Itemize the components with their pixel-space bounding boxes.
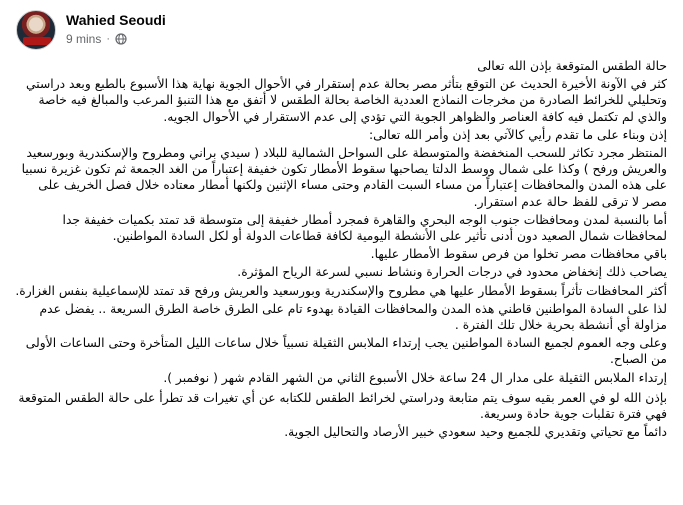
post-paragraph: إرتداء الملابس الثقيلة على مدار ال 24 ساعة خلال الأسبوع الثاني من الشهر القادم شهر ( نوفمبر ). [163,370,667,385]
post-paragraph: أما بالنسبة لمدن ومحافظات جنوب الوجه البحري والقاهرة فمجرد أمطار خفيفة إلى متوسطة قد تمتد بكميات خفيفة جدا لمحافظات شمال الصعيد دون أدنى تأثير على الأنشطة اليومية لكافة قطاعات الدولة أو لكل السادة المواطنين. [62,212,667,244]
author-avatar[interactable] [16,10,56,50]
post-meta [66,32,127,46]
post-paragraph: باقي محافظات مصر تخلوا من فرص سقوط الأمطار عليها. [370,247,667,262]
avatar-badge [23,37,51,45]
post-paragraph: دائماً مع تحياتي وتقديري للجميع وحيد سعودي خبير الأرصاد والتحاليل الجوية. [284,425,667,440]
post-paragraph: وعلى وجه العموم لجميع السادة المواطنين يجب إرتداء الملابس الثقيلة نسبياً خلال ساعات الليل المتأخرة وحتى الساعات الأولى من الصباح. [25,336,667,367]
post-paragraph: المنتظر مجرد تكاثر للسحب المنخفضة والمتوسطة على السواحل الشمالية للبلاد ( سيدي براني ومطروح والإسكندرية وبورسعيد والعريش ورفح ) وكذا على شمال ووسط الدلتا يصاحبها سقوط الأمطار تكون خفيفة إعتباراً من الغد الجمعة ثم تكون غزيرة نسبيا على هذه المدن والمحافظات إعتباراً من مساء السبت القادم وحتى مساء الإثنين ولكنها أمطار معتاده خلال فصل الخريف على مصر لا ترقى للفظ حالة عدم استقرار. [21,146,667,209]
post-body [14,58,667,442]
meta-separator: · [106,33,111,45]
post-paragraph: أكثر المحافظات تأثراً بسقوط الأمطار عليها هي مطروح والإسكندرية وبورسعيد والعريش ورفح قد تمتد للإسماعيلية بنفس الغزارة. [15,283,667,298]
author-name[interactable]: Wahied Seoudi [66,12,166,28]
post-paragraph: حالة الطقس المتوقعة بإذن الله تعالى [477,59,667,73]
globe-icon[interactable] [115,33,127,45]
post-header [16,10,667,50]
post-paragraph: بإذن الله لو في العمر بقيه سوف يتم متابعة ودراستي لخرائط الطقس للكتابه عن أي تغيرات قد تطرأ على حالة الطقس المتوقعة فهي فترة تقلبات جوية حادة وسريعة. [18,390,667,422]
post-timestamp[interactable]: 9 mins [66,32,102,46]
post-paragraph: إذن وبناء على ما تقدم رأيي كالآتي بعد إذن وأمر الله تعالى: [368,127,667,142]
post-paragraph: يصاحب ذلك إنخفاض محدود في درجات الحرارة ونشاط نسبي لسرعة الرياح المؤثرة. [237,265,667,280]
post-paragraph: لذا على السادة المواطنين قاطني هذه المدن والمحافظات القيادة بهدوء تام على الطرق خاصة الطرق السريعة .. يفضل عدم مزاولة أي أنشطة بحرية خلال تلك الفترة . [39,301,667,333]
post-paragraph: كثر في الآونة الأخيرة الحديث عن التوقع بتأثر مصر بحالة عدم إستقرار في الأحوال الجوية نهاية هذا الأسبوع بالطبع وبعد دراستي وتحليلي للخرائط الصادرة من مخرجات النماذج العددية الخاصة بحالة الطقس لا أتفق مع هذا التنبؤ المرعب والمبالغ فيه خاصة والذي لم تكتمل فيه كافة العناصر والظواهر الجوية التي تؤدي إلى عدم الاستقرار في الأحوال الجويه. [26,77,667,124]
